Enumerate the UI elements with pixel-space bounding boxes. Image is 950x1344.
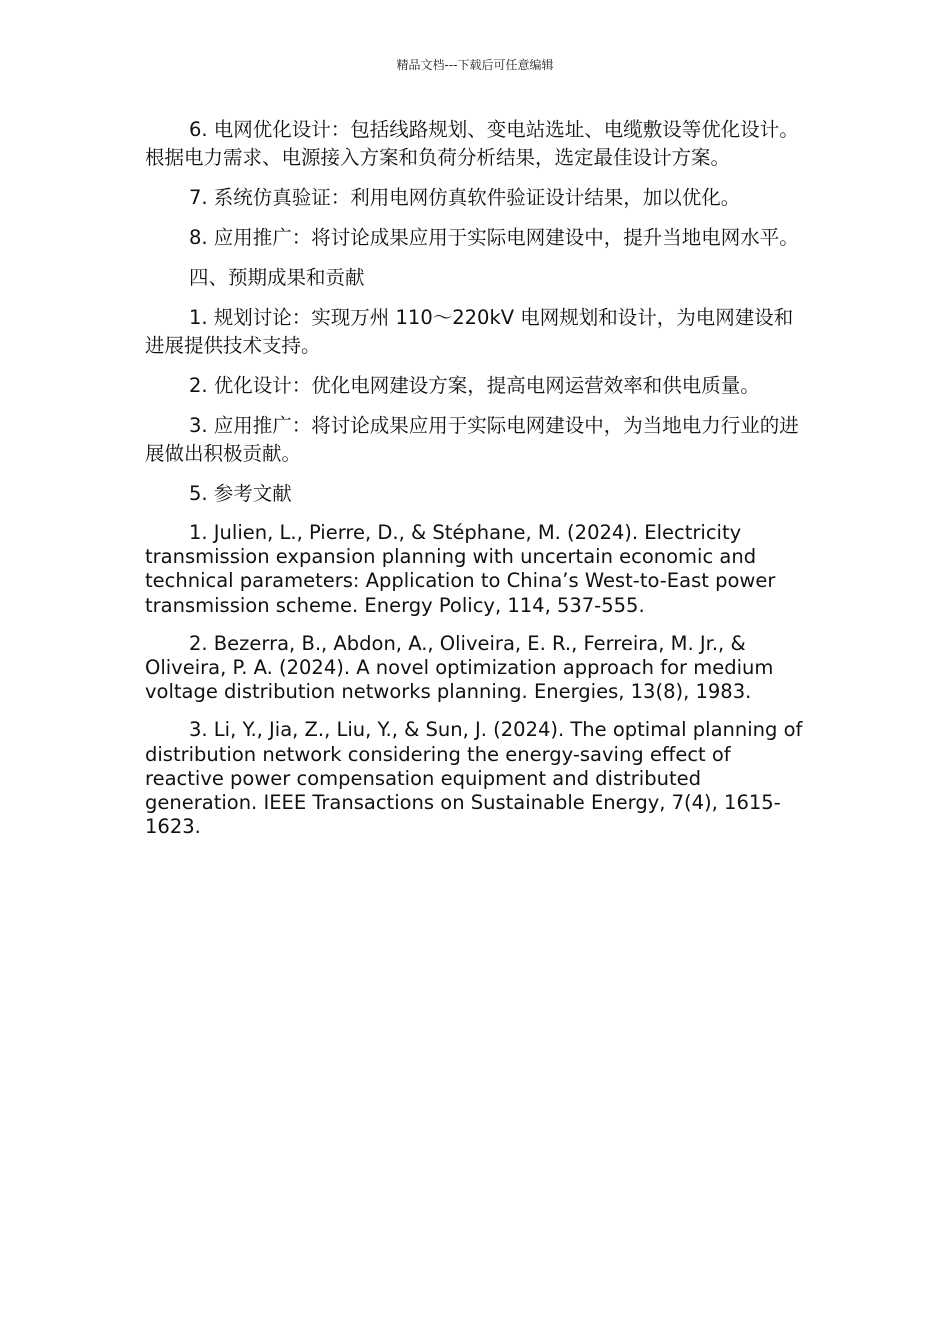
paragraph-promotion: 3. 应用推广：将讨论成果应用于实际电网建设中，为当地电力行业的进展做出积极贡献。 [145,414,799,465]
document-body [145,116,807,853]
page-header: 精品文档---下载后可任意编辑 [396,58,554,72]
reference-item: 1. Julien, L., Pierre, D., & Stéphane, M. (2024). Electricity transmission expansion planning with uncertain economic and technical parameters: Application to China’s West-to-East power transmission scheme. Energy Policy, 114, 537-555. [145,521,776,617]
reference-item: 3. Li, Y., Jia, Z., Liu, Y., & Sun, J. (2024). The optimal planning of distribution network considering the energy-saving effect of reactive power compensation equipment and distributed generation. IEEE Transactions on Sustainable Energy, 7(4), 1615-1623. [145,718,803,839]
reference-item: 2. Bezerra, B., Abdon, A., Oliveira, E. R., Ferreira, M. Jr., & Oliveira, P. A. (2024). A novel optimization approach for medium voltage distribution networks planning. Energies, 13(8), 1983. [145,631,774,704]
paragraph-planning-research: 1. 规划讨论：实现万州 110～220kV 电网规划和设计，为电网建设和进展提供技术支持。 [145,306,794,357]
paragraph-grid-design: 6. 电网优化设计：包括线路规划、变电站选址、电缆敷设等优化设计。根据电力需求、电源接入方案和负荷分析结果，选定最佳设计方案。 [145,118,799,169]
section-heading-outcomes: 四、预期成果和贡献 [189,266,365,289]
paragraph-application: 8. 应用推广：将讨论成果应用于实际电网建设中，提升当地电网水平。 [189,226,799,249]
paragraph-simulation: 7. 系统仿真验证：利用电网仿真软件验证设计结果，加以优化。 [189,186,741,209]
section-heading-references: 5. 参考文献 [189,482,292,505]
paragraph-optimized-design: 2. 优化设计：优化电网建设方案，提高电网运营效率和供电质量。 [189,374,760,397]
